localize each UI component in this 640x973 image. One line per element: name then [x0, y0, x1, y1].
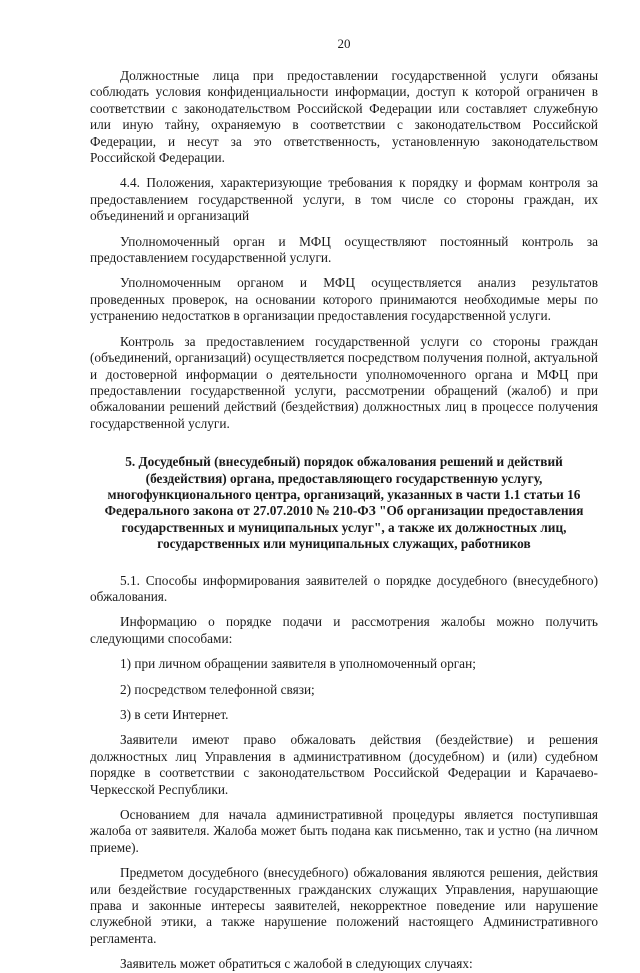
page-number: 20: [337, 36, 351, 51]
paragraph-inspection-analysis: Уполномоченным органом и МФЦ осуществляется анализ результатов проведенных проверок, на основании которого принимаются необходимые меры по устранению недостатков в организации предоставления государственной услуги.: [90, 275, 598, 324]
paragraph-section-4-4: 4.4. Положения, характеризующие требования к порядку и формам контроля за предоставлением государственной услуги, в том числе со стороны граждан, их объединений и организаций: [90, 175, 598, 224]
paragraph-procedure-basis: Основанием для начала административной процедуры является поступившая жалоба от заявителя. Жалоба может быть подана как письменно, так и устно (на личном приеме).: [90, 807, 598, 855]
list-item-internet: 3) в сети Интернет.: [120, 707, 229, 722]
section-5-heading: 5. Досудебный (внесудебный) порядок обжалования решений и действий (бездействия) органа, предоставляющего государственную услугу, многофункционального центра, организаций, указанных в части 1.1 статьи 16 Федерального закона от 27.07.2010 № 210-ФЗ "Об организации предоставления государственных и муниципальных услуг", а также их должностных лиц, государственных или муниципальных служащих, работников: [104, 454, 584, 552]
paragraph-section-5-1: 5.1. Способы информирования заявителей о порядке досудебного (внесудебного) обжалования.: [90, 572, 598, 604]
paragraph-permanent-control: Уполномоченный орган и МФЦ осуществляют постоянный контроль за предоставлением государственной услуги.: [90, 233, 598, 266]
paragraph-confidentiality: Должностные лица при предоставлении государственной услуги обязаны соблюдать условия конфиденциальности информации, доступ к которой ограничен в соответствии с законодательством Российской Федерации или составляет служебную или иную тайну, охраняемую в соответствии с законодательством Российской Федерации, и несут за это ответственность, установленную законодательством Российской Федерации.: [90, 68, 598, 166]
paragraph-appeal-subject: Предметом досудебного (внесудебного) обжалования являются решения, действия или бездействие государственных гражданских служащих Управления, нарушающие права и законные интересы заявителей, некорректное поведение или нарушение служебной этики, а также нарушение положений настоящего Административного регламента.: [90, 865, 598, 946]
paragraph-right-to-appeal: Заявители имеют право обжаловать действия (бездействие) и решения должностных лиц Управления в административном (досудебном) и (или) судебном порядке в соответствии с законодательством Российской Федерации и Карачаево-Черкесской Республики.: [90, 732, 598, 797]
paragraph-appeal-cases: Заявитель может обратиться с жалобой в следующих случаях:: [120, 956, 473, 972]
list-item-personal-visit: 1) при личном обращении заявителя в уполномоченный орган;: [120, 656, 476, 672]
paragraph-citizen-control: Контроль за предоставлением государственной услуги со стороны граждан (объединений, организаций) осуществляется посредством получения полной, актуальной и достоверной информации о деятельности уполномоченного органа и МФЦ при предоставлении государственной услуги, рассмотрении обращений (жалоб) и при обжаловании решений действий (бездействия) должностных лиц в процессе получения государственной услуги.: [90, 333, 598, 431]
paragraph-info-methods: Информацию о порядке подачи и рассмотрения жалобы можно получить следующими способами:: [90, 614, 598, 646]
list-item-telephone: 2) посредством телефонной связи;: [120, 681, 315, 697]
